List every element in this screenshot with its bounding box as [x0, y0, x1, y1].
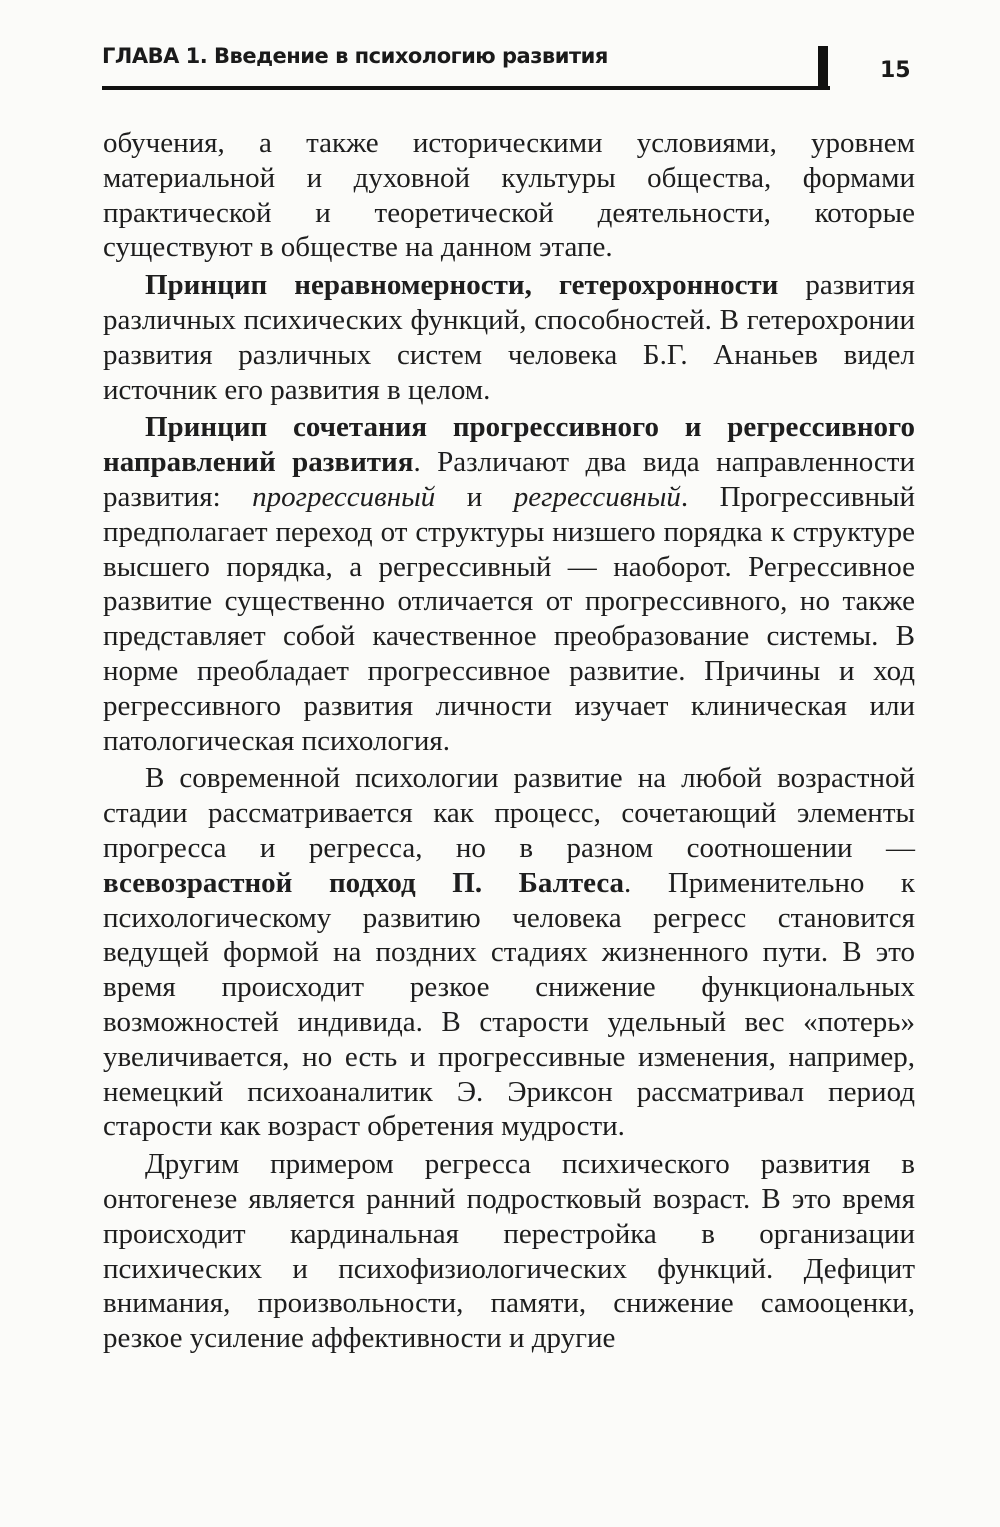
paragraph-3-text-a: . Различают два вида направленности развития:: [103, 446, 915, 513]
paragraph-4-text-a: В современной психологии развитие на любой возрастной стадии рассматривается как процесс, сочетающий элементы прогресса и регресса, но в разном соотношении —: [103, 762, 915, 864]
paragraph-3-text-c: . Прогрессивный предполагает переход от структуры низшего порядка к структуре высшего порядка, а регрессивный — наоборот. Регрессивное развитие существенно отличается от прогрессивного, но также представляет собой качественное преобразование системы. В норме преобладает прогрессивное развитие. Причины и ход регрессивного развития личности изучает клиническая или патологическая психология.: [103, 480, 915, 757]
running-head: [102, 40, 830, 90]
paragraph-4-text-b: . Применительно к психологическому развитию человека регресс становится ведущей формой на поздних стадиях жизненного пути. В это время происходит резкое снижение функциональных возможностей индивида. В старости удельный вес «потерь» увеличивается, но есть и прогрессивные изменения, например, немецкий психоаналитик Э. Эриксон рассматривал период старости как возраст обретения мудрости.: [103, 866, 915, 1143]
paragraph-3-italic-regressive: регрессивный: [513, 480, 681, 513]
page-number: 15: [880, 58, 911, 83]
paragraph-5: [103, 1147, 915, 1356]
running-head-bar: [818, 46, 828, 86]
body-text: [103, 126, 915, 1359]
paragraph-4-term: всевозрастной подход П. Балтеса: [103, 866, 625, 899]
chapter-title: ГЛАВА 1. Введение в психологию развития: [102, 44, 608, 68]
paragraph-2-term: Принцип неравномерности, гетерохронности: [145, 269, 779, 302]
paragraph-4: [103, 761, 915, 1144]
paragraph-1: [103, 126, 915, 265]
paragraph-3-text-b: и: [435, 480, 514, 513]
paragraph-3: [103, 410, 915, 758]
paragraph-2: [103, 268, 915, 407]
paragraph-1-text: обучения, а также историческими условиями, уровнем материальной и духовной культуры общества, формами практической и теоретической деятельности, которые существуют в обществе на данном этапе.: [103, 127, 915, 264]
paragraph-3-term: Принцип сочетания прогрессивного и регрессивного направлений развития: [103, 411, 915, 479]
paragraph-3-italic-progressive: прогрессивный: [252, 480, 436, 513]
paragraph-2-text: развития различных психических функций, способностей. В гетерохронии развития различных систем человека Б.Г. Ананьев видел источник его развития в целом.: [103, 269, 915, 406]
paragraph-5-text: Другим примером регресса психического развития в онтогенезе является ранний подростковый возраст. В это время происходит кардинальная перестройка в организации психических и психофизиологических функций. Дефицит внимания, произвольности, памяти, снижение самооценки, резкое усиление аффективности и другие: [103, 1148, 915, 1355]
